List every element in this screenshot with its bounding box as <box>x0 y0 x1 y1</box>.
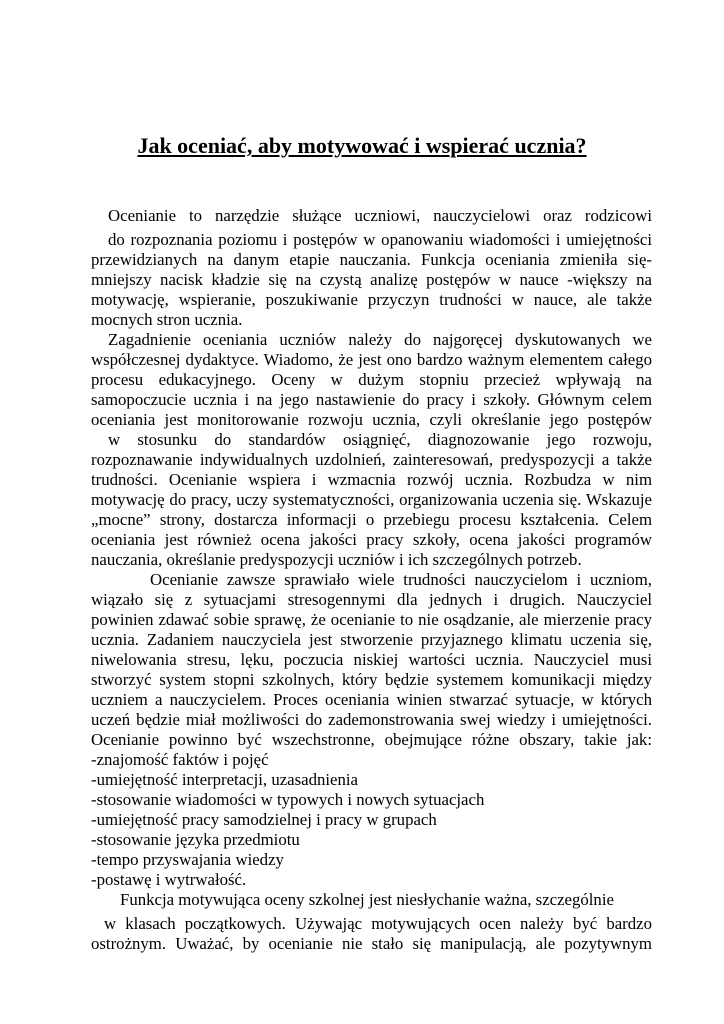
text-line: ostrożnym. Uważać, by ocenianie nie stało się manipulacją, ale pozytywnym <box>91 934 652 953</box>
text-line: oceniania jest monitorowanie rozwoju ucznia, czyli określanie jego postępów <box>91 410 652 429</box>
text-line: mniejszy nacisk kładzie się na czystą analizę postępów w nauce -większy na <box>91 270 652 289</box>
text-line: współczesnej dydaktyce. Wiadomo, że jest ono bardzo ważnym elementem całego <box>91 350 652 369</box>
text-line: stworzyć system stopni szkolnych, który będzie systemem komunikacji między <box>91 670 652 689</box>
list-item: -umiejętność interpretacji, uzasadnienia <box>91 770 358 789</box>
text-line: przewidzianych na danym etapie nauczania. Funkcja oceniania zmieniła się- <box>91 250 652 269</box>
text-line: Ocenianie zawsze sprawiało wiele trudności nauczycielom i uczniom, <box>150 570 652 589</box>
text-line: uczeń będzie miał możliwości do zademonstrowania swej wiedzy i umiejętności. <box>91 710 652 729</box>
text-line: Ocenianie to narzędzie służące uczniowi, nauczycielowi oraz rodzicowi <box>108 206 652 225</box>
text-line: w stosunku do standardów osiągnięć, diagnozowanie jego rozwoju, <box>108 430 652 449</box>
text-line: rozpoznawanie indywidualnych uzdolnień, zainteresowań, predyspozycji a także <box>91 450 652 469</box>
text-line: „mocne” strony, dostarcza informacji o przebiegu procesu kształcenia. Celem <box>91 510 652 529</box>
text-line: Funkcja motywująca oceny szkolnej jest niesłychanie ważna, szczególnie <box>120 890 614 909</box>
text-line: powinien zdawać sobie sprawę, że ocenianie to nie osądzanie, ale mierzenie pracy <box>91 610 652 629</box>
text-line: oceniania jest również ocena jakości pracy szkoły, ocena jakości programów <box>91 530 652 549</box>
text-line: mocnych stron ucznia. <box>91 310 243 329</box>
list-item: -stosowanie wiadomości w typowych i nowych sytuacjach <box>91 790 485 809</box>
text-line: Zagadnienie oceniania uczniów należy do najgoręcej dyskutowanych we <box>108 330 652 349</box>
list-item: -stosowanie języka przedmiotu <box>91 830 300 849</box>
list-item: -tempo przyswajania wiedzy <box>91 850 284 869</box>
text-line: Ocenianie powinno być wszechstronne, obejmujące różne obszary, takie jak: <box>91 730 652 749</box>
text-line: do rozpoznania poziomu i postępów w opanowaniu wiadomości i umiejętności <box>108 230 652 249</box>
text-line: uczniem a nauczycielem. Proces oceniania winien stwarzać sytuacje, w których <box>91 690 652 709</box>
list-item: -umiejętność pracy samodzielnej i pracy w grupach <box>91 810 437 829</box>
text-line: motywację, wspieranie, poszukiwanie przyczyn trudności w nauce, ale także <box>91 290 652 309</box>
page-title: Jak oceniać, aby motywować i wspierać ucznia? <box>137 133 587 158</box>
list-item: -znajomość faktów i pojęć <box>91 750 269 769</box>
text-line: motywację do pracy, uczy systematyczności, organizowania uczenia się. Wskazuje <box>91 490 652 509</box>
text-line: wiązało się z sytuacjami stresogennymi dla jednych i drugich. Nauczyciel <box>91 590 652 609</box>
text-line: niwelowania stresu, lęku, poczucia niskiej wartości ucznia. Nauczyciel musi <box>91 650 652 669</box>
text-line: procesu edukacyjnego. Oceny w dużym stopniu przecież wpływają na <box>91 370 652 389</box>
text-line: nauczania, określanie predyspozycji uczniów i ich szczególnych potrzeb. <box>91 550 582 569</box>
text-line: trudności. Ocenianie wspiera i wzmacnia rozwój ucznia. Rozbudza w nim <box>91 470 652 489</box>
text-line: w klasach początkowych. Używając motywujących ocen należy być bardzo <box>104 914 652 933</box>
text-line: samopoczucie ucznia i na jego nastawienie do pracy i szkoły. Głównym celem <box>91 390 652 409</box>
text-line: ucznia. Zadaniem nauczyciela jest stworzenie przyjaznego klimatu uczenia się, <box>91 630 652 649</box>
list-item: -postawę i wytrwałość. <box>91 870 247 889</box>
